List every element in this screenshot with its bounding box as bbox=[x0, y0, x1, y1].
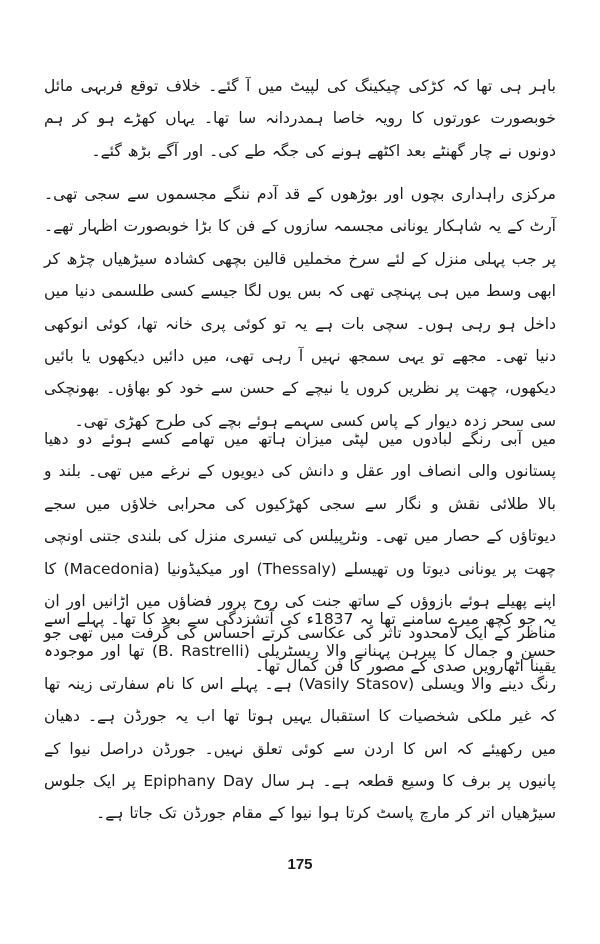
paragraph-2 bbox=[44, 178, 556, 437]
paragraph-4 bbox=[44, 603, 556, 830]
paragraph-text: میں آبی رنگے لبادوں میں لپٹی میزان ہاتھ میں تھامے کسے ہوئے دو دھیا پستانوں والی انصاف اور عقل و دانش کی دیویوں کے نرغے میں تھی۔ بلند و بالا طلائی نقش و نگار سے سجی کھڑکیوں کی محرابی خلاؤں میں سجے دیوتاؤں کے حصار میں تھی۔ ونٹرپیلس کی تیسری منزل کی بلندی جتنی اونچی چھت پر یونانی دیوتا وں تھیسلے (Thessaly) اور میکیڈونیا (Macedonia) کا اپنے پھیلے ہوئے بازوؤں کے ساتھ جنت کی روح پرور فضاؤں میں اڑانیں اور ان مناظر کے ایک لامحدود تاثر کی عکاسی کرتے احساس کی گرفت میں تھی جو یقیناً اٹھارویں صدی کے مصور کا فن کمال تھا۔ bbox=[44, 430, 556, 675]
paragraph-1 bbox=[44, 70, 556, 167]
paragraph-text: باہر ہی تھا کہ کڑکی چیکینگ کی لپیٹ میں آ گئے۔ خلاف توقع فربہی مائل خوبصورت عورتوں کا رویہ خاصا ہمدردانہ سا تھا۔ یہاں کھڑے ہو کر ہم دونوں نے چار گھنٹے بعد اکٹھے ہونے کی جگہ طے کی۔ اور آگے بڑھ گئے۔ bbox=[44, 77, 556, 160]
paragraph-text: یہ جو کچھ میرے سامنے تھا یہ 1837ء کی آتشزدگی سے بعد کا تھا۔ پہلے اسے حسن و جمال کا پیرہن پہنانے والا ریسٹریلی (B. Rastrelli) تھا اور موجودہ رنگ دینے والا ویسلی (Vasily Stasov) ہے۔ پہلے اس کا نام سفارتی زینہ تھا کہ غیر ملکی شخصیات کا استقبال یہیں ہوتا تھا اب یہ جورڈن ہے۔ دھیان میں رکھیئے کہ اس کا اردن سے کوئی تعلق نہیں۔ جورڈن دراصل نیوا کے پانیوں پر برف کا وسیع قطعہ ہے۔ ہر سال Epiphany Day پر ایک جلوس سیڑھیاں اتر کر مارچ پاسٹ کرتا ہوا نیوا کے مقام جورڈن تک جاتا ہے۔ bbox=[44, 610, 556, 823]
page-number: 175 bbox=[287, 856, 313, 873]
paragraph-text: مرکزی راہداری بچوں اور بوڑھوں کے قد آدم ننگے مجسموں سے سجی تھی۔ آرٹ کے یہ شاہکار یونانی مجسمہ سازوں کے فن کا بڑا خوبصورت اظہار تھے۔ پر جب پہلی منزل کے لئے سرخ مخملیں قالین بچھی کشادہ سیڑھیاں چڑھ کر ابھی وسط میں ہی پہنچی تھی کہ بس یوں لگا جیسے کسی طلسمی دنیا میں داخل ہو رہی ہوں۔ سچی بات ہے یہ تو کوئی پری خانہ تھا، کوئی انوکھی دنیا تھی۔ مجھے تو یہی سمجھ نہیں آ رہی تھی، میں دائیں دیکھوں یا بائیں دیکھوں، چھت پر نظریں کروں یا نیچے کے حسن سے خود کو بھاؤں۔ بھونچکی سی سحر زدہ دیوار کے پاس کسی سہمے ہوئے بچے کی طرح کھڑی تھی۔ bbox=[44, 185, 556, 430]
